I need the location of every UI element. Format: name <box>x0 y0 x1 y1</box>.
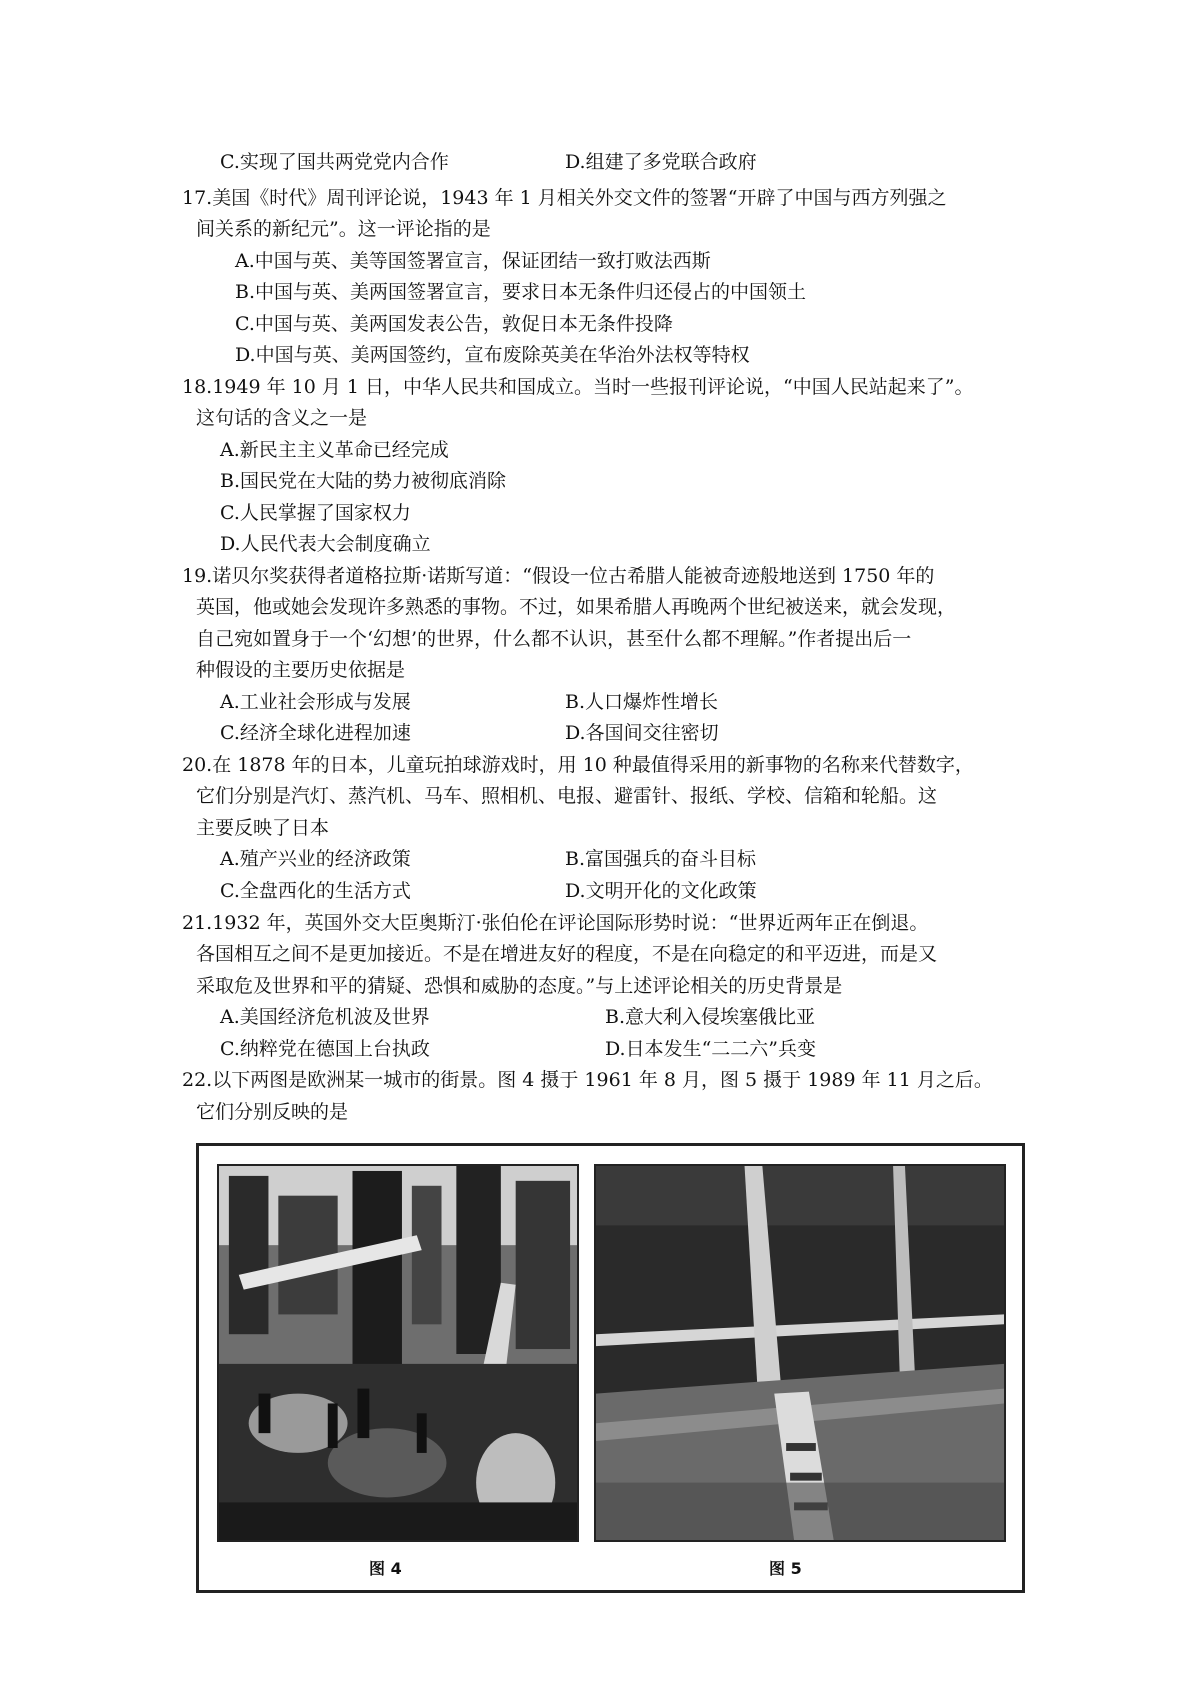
q19-stem-line4: 种假设的主要历史依据是 <box>196 659 406 681</box>
q20-option-c: C.全盘西化的生活方式 <box>220 880 411 902</box>
q21-option-a: A.美国经济危机波及世界 <box>220 1006 430 1028</box>
q21-stem-line3: 采取危及世界和平的猜疑、恐惧和威胁的态度。”与上述评论相关的历史背景是 <box>196 975 843 997</box>
figure-5-photo <box>594 1164 1006 1542</box>
q22-stem-line1: 22.以下两图是欧洲某一城市的街景。图 4 摄于 1961 年 8 月，图 5 摄于 1989 年 11 月之后。 <box>182 1069 993 1091</box>
q22-stem-line2: 它们分别反映的是 <box>196 1101 349 1123</box>
q17-stem-line1: 17.美国《时代》周刊评论说，1943 年 1 月相关外交文件的签署“开辟了中国与西方列强之 <box>182 187 947 209</box>
q19-stem-line1: 19.诺贝尔奖获得者道格拉斯·诺斯写道：“假设一位古希腊人能被奇迹般地送到 1750 年的 <box>182 565 935 587</box>
figure-4-street-scene <box>219 1166 577 1540</box>
q21-option-d: D.日本发生“二二六”兵变 <box>605 1038 817 1060</box>
q20-option-a: A.殖产兴业的经济政策 <box>220 848 411 870</box>
q16-option-c: C.实现了国共两党党内合作 <box>220 151 449 173</box>
q19-stem-line2: 英国，他或她会发现许多熟悉的事物。不过，如果希腊人再晚两个世纪被送来，就会发现， <box>196 596 957 618</box>
q21-option-b: B.意大利入侵埃塞俄比亚 <box>605 1006 816 1028</box>
q19-option-a: A.工业社会形成与发展 <box>220 691 411 713</box>
figure-5-caption: 图 5 <box>769 1559 802 1578</box>
q20-stem-line2: 它们分别是汽灯、蒸汽机、马车、照相机、电报、避雷针、报纸、学校、信箱和轮船。这 <box>196 785 938 807</box>
q17-option-c: C.中国与英、美两国发表公告，敦促日本无条件投降 <box>235 313 673 335</box>
q20-option-b: B.富国强兵的奋斗目标 <box>565 848 757 870</box>
q21-option-c: C.纳粹党在德国上台执政 <box>220 1038 430 1060</box>
q18-stem-line2: 这句话的含义之一是 <box>196 407 368 429</box>
q17-option-b: B.中国与英、美两国签署宣言，要求日本无条件归还侵占的中国领土 <box>235 281 807 303</box>
q21-stem-line2: 各国相互之间不是更加接近。不是在增进友好的程度，不是在向稳定的和平迈进，而是又 <box>196 943 938 965</box>
q17-option-a: A.中国与英、美等国签署宣言，保证团结一致打败法西斯 <box>235 250 711 272</box>
q21-stem-line1: 21.1932 年，英国外交大臣奥斯汀·张伯伦在评论国际形势时说：“世界近两年正在倒退。 <box>182 912 929 934</box>
figure-frame <box>196 1143 1025 1593</box>
q18-option-a: A.新民主主义革命已经完成 <box>220 439 449 461</box>
q20-stem-line1: 20.在 1878 年的日本，儿童玩拍球游戏时，用 10 种最值得采用的新事物的名称来代替数字， <box>182 754 974 776</box>
q18-option-c: C.人民掌握了国家权力 <box>220 502 411 524</box>
q20-option-d: D.文明开化的文化政策 <box>565 880 757 902</box>
figure-4-photo <box>217 1164 579 1542</box>
q18-option-d: D.人民代表大会制度确立 <box>220 533 431 555</box>
q19-option-c: C.经济全球化进程加速 <box>220 722 411 744</box>
q20-stem-line3: 主要反映了日本 <box>196 817 330 839</box>
q18-stem-line1: 18.1949 年 10 月 1 日，中华人民共和国成立。当时一些报刊评论说，“中国人民站起来了”。 <box>182 376 974 398</box>
figure-4-caption: 图 4 <box>369 1559 402 1578</box>
q16-option-d: D.组建了多党联合政府 <box>565 151 757 173</box>
q19-stem-line3: 自己宛如置身于一个‘幻想’的世界，什么都不认识，甚至什么都不理解。”作者提出后一 <box>196 628 912 650</box>
figure-5-road-scene <box>596 1166 1004 1540</box>
q18-option-b: B.国民党在大陆的势力被彻底消除 <box>220 470 507 492</box>
q19-option-d: D.各国间交往密切 <box>565 722 719 744</box>
q17-stem-line2: 间关系的新纪元”。这一评论指的是 <box>196 218 491 240</box>
q17-option-d: D.中国与英、美两国签约，宣布废除英美在华治外法权等特权 <box>235 344 750 366</box>
q19-option-b: B.人口爆炸性增长 <box>565 691 719 713</box>
